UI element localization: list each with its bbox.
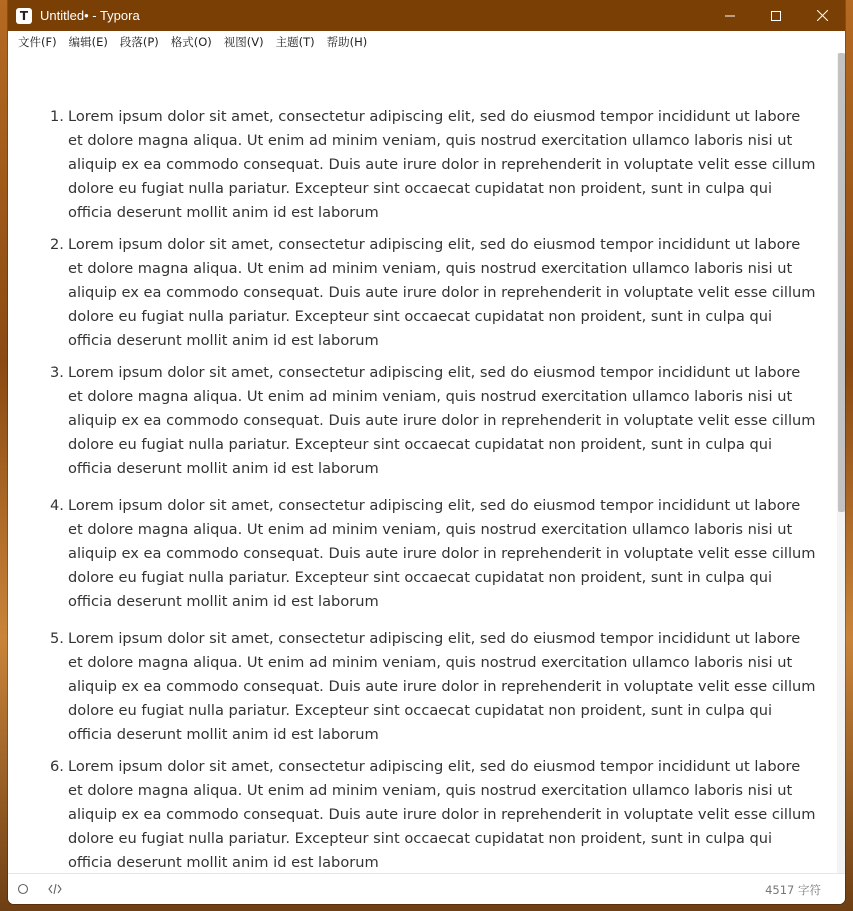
editor-area[interactable]: [8, 53, 837, 873]
typora-window: [8, 0, 845, 904]
window-controls: [707, 0, 845, 31]
scrollbar-thumb[interactable]: [838, 53, 845, 512]
minimize-icon: [725, 11, 735, 21]
source-code-mode-button[interactable]: [44, 878, 66, 900]
list-item-number: 1.: [50, 108, 64, 125]
list-item-text[interactable]: Lorem ipsum dolor sit amet, consectetur adipiscing elit, sed do eiusmod tempor incididunt ut labore et dolore magna aliqua. Ut enim ad minim veniam, quis nostrud exercitation ullamco laboris nisi ut aliquip ex ea commodo consequat. Duis aute irure dolor in reprehenderit in voluptate velit esse cillum dolore eu fugiat nulla pariatur. Excepteur sint occaecat cupidatat non proident, sunt in culpa qui officia deserunt mollit anim id est laborum: [68, 364, 816, 477]
window-title: Untitled• - Typora: [40, 8, 140, 23]
source-code-icon: [48, 883, 62, 895]
menu-format[interactable]: 格式(O): [170, 35, 212, 49]
close-button[interactable]: [799, 0, 845, 31]
menu-themes[interactable]: 主题(T): [275, 35, 315, 49]
list-item-text[interactable]: Lorem ipsum dolor sit amet, consectetur adipiscing elit, sed do eiusmod tempor incididunt ut labore et dolore magna aliqua. Ut enim ad minim veniam, quis nostrud exercitation ullamco laboris nisi ut aliquip ex ea commodo consequat. Duis aute irure dolor in reprehenderit in voluptate velit esse cillum dolore eu fugiat nulla pariatur. Excepteur sint occaecat cupidatat non proident, sunt in culpa qui officia deserunt mollit anim id est laborum: [68, 630, 816, 743]
title-bar[interactable]: [8, 0, 845, 31]
list-item-text[interactable]: Lorem ipsum dolor sit amet, consectetur adipiscing elit, sed do eiusmod tempor incididunt ut labore et dolore magna aliqua. Ut enim ad minim veniam, quis nostrud exercitation ullamco laboris nisi ut aliquip ex ea commodo consequat. Duis aute irure dolor in reprehenderit in voluptate velit esse cillum dolore eu fugiat nulla pariatur. Excepteur sint occaecat cupidatat non proident, sunt in culpa qui officia deserunt mollit anim id est laborum: [68, 758, 816, 871]
menu-view[interactable]: 视图(V): [223, 35, 264, 49]
close-icon: [817, 10, 828, 21]
list-item[interactable]: [50, 627, 816, 747]
list-item-number: 2.: [50, 236, 64, 253]
list-item[interactable]: [50, 755, 816, 873]
menu-edit[interactable]: 编辑(E): [68, 35, 108, 49]
list-item-number: 3.: [50, 364, 64, 381]
list-item-text[interactable]: Lorem ipsum dolor sit amet, consectetur adipiscing elit, sed do eiusmod tempor incididunt ut labore et dolore magna aliqua. Ut enim ad minim veniam, quis nostrud exercitation ullamco laboris nisi ut aliquip ex ea commodo consequat. Duis aute irure dolor in reprehenderit in voluptate velit esse cillum dolore eu fugiat nulla pariatur. Excepteur sint occaecat cupidatat non proident, sunt in culpa qui officia deserunt mollit anim id est laborum: [68, 497, 816, 610]
menu-file[interactable]: 文件(F): [18, 35, 57, 49]
menu-help[interactable]: 帮助(H): [326, 35, 368, 49]
list-item-number: 4.: [50, 497, 64, 514]
menu-paragraph[interactable]: 段落(P): [119, 35, 159, 49]
list-item[interactable]: [50, 361, 816, 481]
outline-toggle-button[interactable]: [12, 878, 34, 900]
status-bar: [8, 873, 845, 904]
list-item-text[interactable]: Lorem ipsum dolor sit amet, consectetur adipiscing elit, sed do eiusmod tempor incididunt ut labore et dolore magna aliqua. Ut enim ad minim veniam, quis nostrud exercitation ullamco laboris nisi ut aliquip ex ea commodo consequat. Duis aute irure dolor in reprehenderit in voluptate velit esse cillum dolore eu fugiat nulla pariatur. Excepteur sint occaecat cupidatat non proident, sunt in culpa qui officia deserunt mollit anim id est laborum: [68, 236, 816, 349]
list-item-text[interactable]: Lorem ipsum dolor sit amet, consectetur adipiscing elit, sed do eiusmod tempor incididunt ut labore et dolore magna aliqua. Ut enim ad minim veniam, quis nostrud exercitation ullamco laboris nisi ut aliquip ex ea commodo consequat. Duis aute irure dolor in reprehenderit in voluptate velit esse cillum dolore eu fugiat nulla pariatur. Excepteur sint occaecat cupidatat non proident, sunt in culpa qui officia deserunt mollit anim id est laborum: [68, 108, 816, 221]
list-item-number: 6.: [50, 758, 64, 775]
word-count[interactable]: 4517 字符: [765, 883, 821, 897]
minimize-button[interactable]: [707, 0, 753, 31]
maximize-icon: [771, 11, 781, 21]
menu-bar: [8, 31, 845, 53]
maximize-button[interactable]: [753, 0, 799, 31]
typora-logo-icon: T: [16, 8, 32, 24]
ordered-list: [50, 105, 816, 873]
list-item-number: 5.: [50, 630, 64, 647]
list-item[interactable]: [50, 494, 816, 614]
list-item[interactable]: [50, 105, 816, 225]
outline-toggle-icon: [17, 883, 29, 895]
vertical-scrollbar[interactable]: [837, 53, 845, 873]
list-item[interactable]: [50, 233, 816, 353]
